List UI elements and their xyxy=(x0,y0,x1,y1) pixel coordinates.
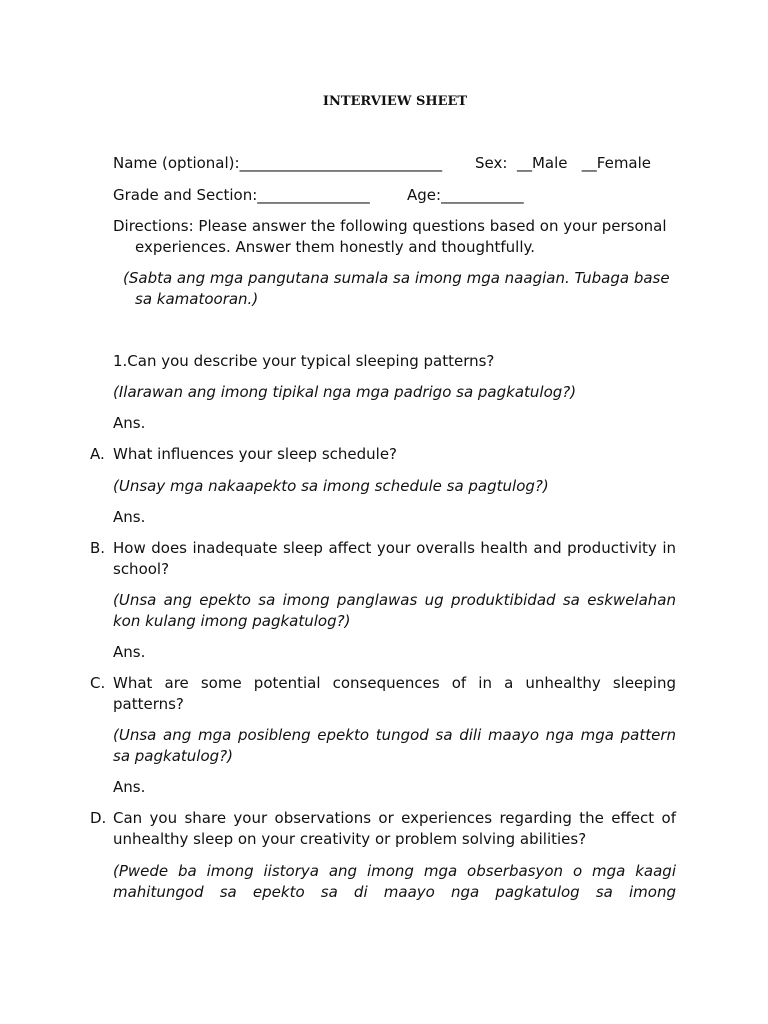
question-b-marker: B. xyxy=(90,539,106,557)
question-c-answer-label: Ans. xyxy=(113,778,146,796)
question-d-marker: D. xyxy=(90,809,107,827)
question-c-translation-line-2: sa pagkatulog?) xyxy=(113,747,233,765)
grade-section-field: Grade and Section:_______________ xyxy=(113,186,370,204)
directions-cebuano: (Sabta ang mga pangutana sumala sa imong mga naagian. Tubaga base sa kamatooran.) xyxy=(123,269,670,308)
question-b-text-line-1: How does inadequate sleep affect your overalls health and productivity in xyxy=(113,539,676,557)
question-d-text-line-2: unhealthy sleep on your creativity or problem solving abilities? xyxy=(113,830,587,848)
question-d-translation-line-2: mahitungod sa epekto sa di maayo nga pagkatulog sa imong xyxy=(113,883,676,901)
question-b-text-line-2: school? xyxy=(113,560,170,578)
question-b-answer-label: Ans. xyxy=(113,643,146,661)
question-1-text: 1.Can you describe your typical sleeping patterns? xyxy=(113,352,495,370)
page-title: INTERVIEW SHEET xyxy=(322,94,468,109)
age-field: Age:___________ xyxy=(407,186,524,204)
name-field: Name (optional):___________________________ xyxy=(113,154,443,172)
question-c-translation-line-1: (Unsa ang mga posibleng epekto tungod sa dili maayo nga mga pattern xyxy=(113,726,676,744)
question-1-answer-label: Ans. xyxy=(113,414,146,432)
question-c-text-line-2: patterns? xyxy=(113,695,184,713)
question-a-translation: (Unsay mga nakaapekto sa imong schedule sa pagtulog?) xyxy=(113,477,549,495)
question-a-text: What influences your sleep schedule? xyxy=(113,445,398,463)
question-a-answer-label: Ans. xyxy=(113,508,146,526)
question-1-translation: (Ilarawan ang imong tipikal nga mga padrigo sa pagkatulog?) xyxy=(113,383,577,401)
question-d-text-line-1: Can you share your observations or experiences regarding the effect of xyxy=(113,809,676,827)
sex-field: Sex: __Male __Female xyxy=(475,154,652,172)
directions-english: Directions: Please answer the following questions based on your personal experiences. Answer them honestly and thoughtfully. xyxy=(113,217,667,256)
question-d-translation-line-1: (Pwede ba imong iistorya ang imong mga obserbasyon o mga kaagi xyxy=(113,862,676,880)
question-c-marker: C. xyxy=(90,674,106,692)
question-b-translation-line-2: kon kulang imong pagkatulog?) xyxy=(113,612,351,630)
question-a-marker: A. xyxy=(90,445,105,463)
question-c-text-line-1: What are some potential consequences of in a unhealthy sleeping xyxy=(113,674,676,692)
question-b-translation-line-1: (Unsa ang epekto sa imong panglawas ug produktibidad sa eskwelahan xyxy=(113,591,676,609)
